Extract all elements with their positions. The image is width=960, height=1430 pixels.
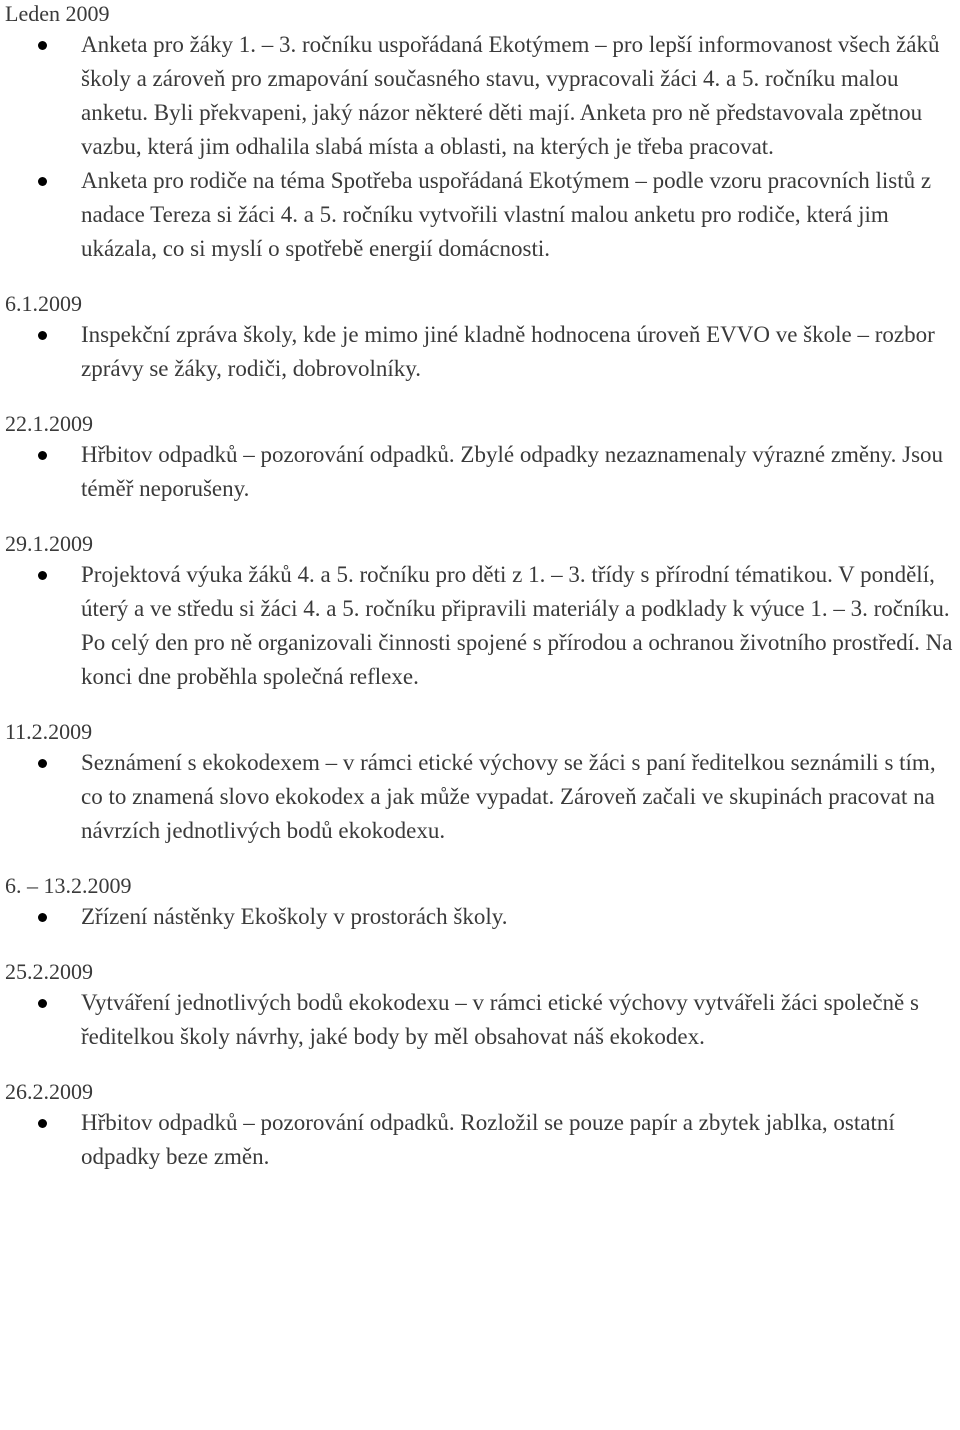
section-date: 26.2.2009 — [5, 1079, 93, 1104]
item-text: Projektová výuka žáků 4. a 5. ročníku pro děti z 1. – 3. třídy s přírodní tématikou. V pondělí, úterý a ve středu si žáci 4. a 5. ročníku připravili materiály a podklady k výuce 1. – 3. ročníku. Po celý den pro ně organizovali činnosti spojené s přírodou a ochranou životního prostředí. Na konci dne proběhla společná reflexe. — [81, 562, 953, 689]
list-item — [5, 164, 954, 266]
section-leden-2009 — [5, 0, 954, 266]
item-list — [5, 746, 954, 848]
spacer — [5, 506, 954, 530]
bullet-icon — [38, 1119, 47, 1128]
spacer — [5, 694, 954, 718]
item-list — [5, 28, 954, 266]
spacer — [5, 934, 954, 958]
section-11-2-2009 — [5, 718, 954, 848]
section-date: Leden 2009 — [5, 1, 110, 26]
item-list — [5, 900, 954, 934]
item-text: Anketa pro rodiče na téma Spotřeba uspořádaná Ekotýmem – podle vzoru pracovních listů z nadace Tereza si žáci 4. a 5. ročníku vytvořili vlastní malou anketu pro rodiče, která jim ukázala, co si myslí o spotřebě energií domácnosti. — [81, 168, 932, 261]
section-date: 25.2.2009 — [5, 959, 93, 984]
list-item — [5, 318, 954, 386]
list-item — [5, 986, 954, 1054]
bullet-icon — [38, 759, 47, 768]
list-item — [5, 1106, 954, 1174]
list-item — [5, 438, 954, 506]
item-text: Vytváření jednotlivých bodů ekokodexu – v rámci etické výchovy vytvářeli žáci společně s ředitelkou školy návrhy, jaké body by měl obsahovat náš ekokodex. — [81, 990, 919, 1049]
item-text: Zřízení nástěnky Ekoškoly v prostorách školy. — [81, 904, 508, 929]
item-list — [5, 1106, 954, 1174]
bullet-icon — [38, 41, 47, 50]
bullet-icon — [38, 571, 47, 580]
spacer — [5, 266, 954, 290]
item-text: Hřbitov odpadků – pozorování odpadků. Rozložil se pouze papír a zbytek jablka, ostatní odpadky beze změn. — [81, 1110, 895, 1169]
item-list — [5, 318, 954, 386]
spacer — [5, 848, 954, 872]
spacer — [5, 386, 954, 410]
item-text: Anketa pro žáky 1. – 3. ročníku uspořádaná Ekotýmem – pro lepší informovanost všech žáků školy a zároveň pro zmapování současného stavu, vypracovali žáci 4. a 5. ročníku malou anketu. Byli překvapeni, jaký názor některé děti mají. Anketa pro ně představovala zpětnou vazbu, která jim odhalila slabá místa a oblasti, na kterých je třeba pracovat. — [81, 32, 940, 159]
bullet-icon — [38, 999, 47, 1008]
section-26-2-2009 — [5, 1078, 954, 1174]
item-list — [5, 986, 954, 1054]
item-text: Seznámení s ekokodexem – v rámci etické výchovy se žáci s paní ředitelkou seznámili s tím, co to znamená slovo ekokodex a jak může vypadat. Zároveň začali ve skupinách pracovat na návrzích jednotlivých bodů ekokodexu. — [81, 750, 936, 843]
bullet-icon — [38, 913, 47, 922]
section-29-1-2009 — [5, 530, 954, 694]
bullet-icon — [38, 451, 47, 460]
section-date: 6.1.2009 — [5, 291, 82, 316]
section-date: 11.2.2009 — [5, 719, 93, 744]
bullet-icon — [38, 331, 47, 340]
section-6-13-2-2009 — [5, 872, 954, 934]
list-item — [5, 28, 954, 164]
list-item — [5, 746, 954, 848]
item-list — [5, 558, 954, 694]
item-list — [5, 438, 954, 506]
spacer — [5, 1054, 954, 1078]
list-item — [5, 558, 954, 694]
section-date: 29.1.2009 — [5, 531, 93, 556]
section-6-1-2009 — [5, 290, 954, 386]
list-item — [5, 900, 954, 934]
section-date: 22.1.2009 — [5, 411, 93, 436]
item-text: Inspekční zpráva školy, kde je mimo jiné kladně hodnocena úroveň EVVO ve škole – rozbor zprávy se žáky, rodiči, dobrovolníky. — [81, 322, 935, 381]
section-25-2-2009 — [5, 958, 954, 1054]
section-22-1-2009 — [5, 410, 954, 506]
section-date: 6. – 13.2.2009 — [5, 873, 132, 898]
bullet-icon — [38, 177, 47, 186]
item-text: Hřbitov odpadků – pozorování odpadků. Zbylé odpadky nezaznamenaly výrazné změny. Jsou téměř neporušeny. — [81, 442, 944, 501]
